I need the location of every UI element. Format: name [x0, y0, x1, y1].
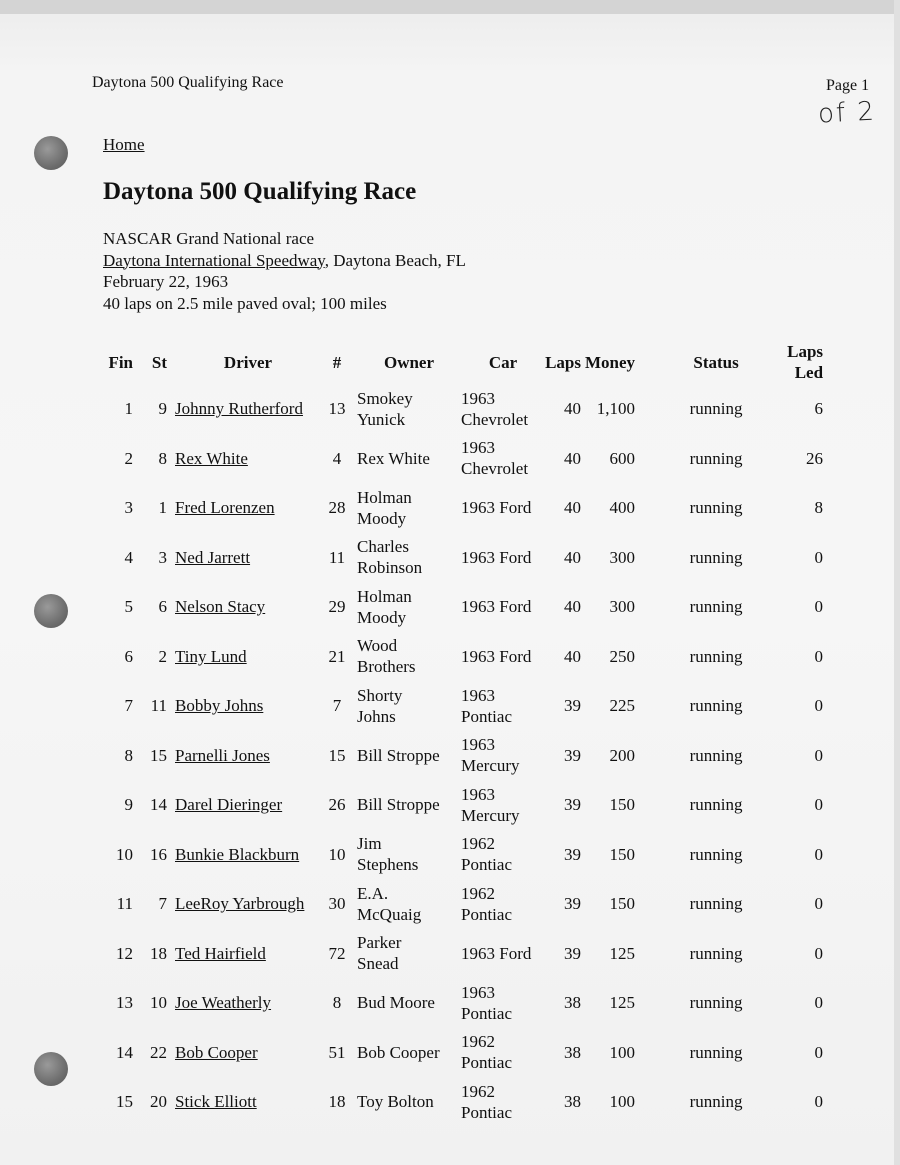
cell-driver: [175, 780, 321, 830]
cell-status: running: [689, 597, 743, 617]
col-st: St: [151, 352, 167, 372]
owner-line1: Charles: [357, 537, 409, 557]
cell-laps: 40: [564, 399, 581, 419]
cell-money: 100: [609, 1092, 636, 1112]
col-fin: Fin: [108, 352, 133, 372]
cell-car: [461, 1077, 545, 1127]
owner-line2: Robinson: [357, 558, 423, 578]
cell-driver: [175, 731, 321, 781]
driver-link[interactable]: Fred Lorenzen: [175, 498, 275, 518]
cell-money: 600: [609, 448, 636, 468]
cell-status: running: [689, 894, 743, 914]
scan-right-edge: [894, 0, 900, 1165]
cell-money: 125: [609, 993, 636, 1013]
table-row: [103, 533, 823, 583]
car-line1: 1963: [461, 982, 495, 1002]
car-line2: Pontiac: [461, 706, 512, 726]
cell-st: 16: [150, 844, 167, 864]
page-number: Page 1: [826, 77, 870, 94]
cell-fin: 5: [124, 597, 133, 617]
cell-fin: 14: [116, 1042, 133, 1062]
cell-st: 3: [158, 547, 167, 567]
cell-money: 150: [609, 844, 636, 864]
owner-line1: Jim: [357, 834, 382, 854]
cell-owner: [353, 780, 461, 830]
cell-number: 72: [328, 943, 346, 963]
car-line1: 1963 Ford: [461, 498, 532, 518]
cell-laps: 39: [564, 943, 581, 963]
cell-owner: [353, 434, 461, 484]
driver-link[interactable]: Bob Cooper: [175, 1042, 258, 1062]
col-laps-led-line1: Laps: [787, 342, 824, 361]
cell-fin: 3: [124, 498, 133, 518]
car-line1: 1962: [461, 1081, 495, 1101]
cell-owner: [353, 483, 461, 533]
driver-link[interactable]: Parnelli Jones: [175, 745, 270, 765]
cell-laps-led: 0: [814, 646, 824, 666]
car-line2: Pontiac: [461, 1003, 512, 1023]
cell-status: running: [689, 498, 743, 518]
cell-laps: 40: [564, 448, 581, 468]
col-laps: Laps: [545, 352, 581, 372]
cell-car: [461, 780, 545, 830]
cell-number: 28: [328, 498, 346, 518]
table-row: [103, 681, 823, 731]
cell-laps-led: 0: [814, 1092, 824, 1112]
cell-driver: [175, 434, 321, 484]
cell-car: [461, 582, 545, 632]
car-line2: Pontiac: [461, 1102, 512, 1122]
cell-car: [461, 384, 545, 434]
cell-laps-led: 6: [814, 399, 824, 419]
owner-line2: Moody: [357, 607, 407, 627]
cell-st: 10: [150, 993, 167, 1013]
race-track-line: [103, 250, 466, 272]
owner-line1: Holman: [357, 586, 412, 606]
cell-laps-led: 0: [814, 696, 824, 716]
driver-link[interactable]: Joe Weatherly: [175, 993, 272, 1013]
driver-link[interactable]: Rex White: [175, 448, 248, 468]
cell-money: 1,100: [596, 399, 636, 419]
table-row: [103, 1077, 823, 1127]
cell-st: 22: [150, 1042, 167, 1062]
cell-laps-led: 0: [814, 894, 824, 914]
cell-st: 7: [158, 894, 167, 914]
col-status: Status: [693, 352, 739, 372]
owner-line1: Holman: [357, 487, 412, 507]
cell-st: 18: [150, 943, 167, 963]
table-row: [103, 879, 823, 929]
cell-status: running: [689, 646, 743, 666]
cell-st: 1: [158, 498, 167, 518]
car-line1: 1963: [461, 735, 495, 755]
owner-line2: McQuaig: [357, 904, 422, 924]
owner-line2: Stephens: [357, 855, 419, 875]
binder-hole-icon: [34, 594, 68, 628]
binder-hole-icon: [34, 1052, 68, 1086]
cell-car: [461, 929, 545, 979]
cell-owner: [353, 879, 461, 929]
table-row: [103, 1028, 823, 1078]
cell-car: [461, 978, 545, 1028]
cell-driver: [175, 929, 321, 979]
cell-laps: 39: [564, 844, 581, 864]
car-line1: 1963: [461, 438, 495, 458]
cell-driver: [175, 830, 321, 880]
cell-money: 150: [609, 894, 636, 914]
cell-laps-led: 0: [814, 844, 824, 864]
owner-line1: Toy Bolton: [357, 1092, 434, 1112]
cell-car: [461, 879, 545, 929]
cell-owner: [353, 681, 461, 731]
cell-car: [461, 731, 545, 781]
track-link[interactable]: Daytona International Speedway: [103, 250, 325, 270]
cell-laps: 38: [564, 1092, 581, 1112]
cell-driver: [175, 681, 321, 731]
cell-owner: [353, 830, 461, 880]
car-line2: Chevrolet: [461, 409, 529, 429]
cell-laps: 38: [564, 1042, 581, 1062]
cell-laps-led: 0: [814, 597, 824, 617]
cell-number: 15: [328, 745, 346, 765]
race-date: February 22, 1963: [103, 272, 229, 291]
cell-money: 225: [609, 696, 636, 716]
driver-link[interactable]: Johnny Rutherford: [175, 399, 303, 419]
col-owner: Owner: [383, 352, 435, 372]
cell-laps: 39: [564, 745, 581, 765]
cell-driver: [175, 533, 321, 583]
col-laps-led-line2: Led: [794, 363, 824, 382]
track-location: , Daytona Beach, FL: [324, 250, 466, 270]
car-line2: Pontiac: [461, 904, 512, 924]
cell-fin: 6: [124, 646, 133, 666]
cell-laps-led: 0: [814, 1042, 824, 1062]
car-line2: Pontiac: [461, 1053, 512, 1073]
cell-money: 200: [609, 745, 636, 765]
cell-driver: [175, 384, 321, 434]
cell-laps-led: 0: [814, 943, 824, 963]
col-laps-led: [771, 340, 823, 384]
cell-owner: [353, 533, 461, 583]
table-row: [103, 929, 823, 979]
cell-owner: [353, 1077, 461, 1127]
cell-car: [461, 681, 545, 731]
owner-line2: Brothers: [357, 657, 416, 677]
cell-owner: [353, 384, 461, 434]
cell-laps-led: 0: [814, 745, 824, 765]
owner-line2: Snead: [357, 954, 399, 974]
cell-fin: 7: [124, 696, 133, 716]
cell-status: running: [689, 399, 743, 419]
cell-number: 18: [328, 1092, 346, 1112]
driver-link[interactable]: Bobby Johns: [175, 696, 264, 716]
cell-fin: 2: [124, 448, 133, 468]
results-table: [103, 340, 823, 1127]
cell-car: [461, 483, 545, 533]
cell-money: 250: [609, 646, 636, 666]
cell-number: 4: [332, 448, 342, 468]
cell-money: 300: [609, 547, 636, 567]
cell-laps-led: 8: [814, 498, 824, 518]
owner-line1: Bill Stroppe: [357, 745, 440, 765]
car-line1: 1962: [461, 883, 495, 903]
cell-st: 14: [150, 795, 167, 815]
cell-driver: [175, 582, 321, 632]
cell-money: 400: [609, 498, 636, 518]
cell-fin: 13: [116, 993, 133, 1013]
race-distance: 40 laps on 2.5 mile paved oval; 100 miles: [103, 293, 387, 313]
cell-laps: 40: [564, 547, 581, 567]
car-line1: 1962: [461, 834, 495, 854]
cell-st: 20: [150, 1092, 167, 1112]
cell-status: running: [689, 993, 743, 1013]
cell-st: 9: [158, 399, 167, 419]
cell-status: running: [689, 547, 743, 567]
owner-line1: Shorty: [357, 685, 403, 705]
cell-money: 125: [609, 943, 636, 963]
cell-laps: 40: [564, 498, 581, 518]
race-series: NASCAR Grand National race: [103, 229, 315, 248]
cell-owner: [353, 929, 461, 979]
table-row: [103, 731, 823, 781]
cell-status: running: [689, 1092, 743, 1112]
cell-fin: 15: [116, 1092, 133, 1112]
cell-driver: [175, 483, 321, 533]
cell-driver: [175, 1028, 321, 1078]
scan-top-edge: [0, 0, 900, 14]
cell-number: 13: [328, 399, 346, 419]
cell-laps-led: 0: [814, 795, 824, 815]
cell-number: 26: [328, 795, 346, 815]
cell-number: 30: [328, 894, 346, 914]
results-header-row: [103, 340, 823, 384]
cell-number: 10: [328, 844, 346, 864]
cell-status: running: [689, 448, 743, 468]
cell-car: [461, 632, 545, 682]
car-line1: 1963: [461, 784, 495, 804]
owner-line2: Johns: [357, 706, 396, 726]
cell-owner: [353, 1028, 461, 1078]
table-row: [103, 582, 823, 632]
binder-hole-icon: [34, 136, 68, 170]
cell-laps: 40: [564, 597, 581, 617]
owner-line1: Wood: [357, 636, 398, 656]
cell-car: [461, 830, 545, 880]
cell-laps: 40: [564, 646, 581, 666]
owner-line1: Bill Stroppe: [357, 795, 440, 815]
cell-number: 29: [328, 597, 346, 617]
owner-line1: Parker: [357, 933, 402, 953]
cell-laps: 38: [564, 993, 581, 1013]
car-line1: 1963 Ford: [461, 547, 532, 567]
driver-link[interactable]: Tiny Lund: [175, 646, 247, 666]
cell-laps: 39: [564, 795, 581, 815]
cell-driver: [175, 1077, 321, 1127]
driver-link[interactable]: Ted Hairfield: [175, 943, 266, 963]
table-row: [103, 483, 823, 533]
cell-money: 100: [609, 1042, 636, 1062]
table-row: [103, 830, 823, 880]
page-title: Daytona 500 Qualifying Race: [103, 178, 417, 205]
cell-laps-led: 26: [806, 448, 824, 468]
cell-number: 7: [332, 696, 342, 716]
cell-status: running: [689, 745, 743, 765]
car-line1: 1963: [461, 388, 495, 408]
race-info: [103, 228, 466, 314]
owner-line1: Rex White: [357, 448, 430, 468]
cell-fin: 10: [116, 844, 133, 864]
cell-fin: 9: [124, 795, 133, 815]
cell-driver: [175, 632, 321, 682]
cell-laps-led: 0: [814, 993, 824, 1013]
owner-line1: E.A.: [357, 883, 389, 903]
driver-link[interactable]: LeeRoy Yarbrough: [175, 894, 305, 914]
car-line1: 1963 Ford: [461, 597, 532, 617]
owner-line1: Smokey: [357, 388, 413, 408]
cell-car: [461, 434, 545, 484]
car-line1: 1963: [461, 685, 495, 705]
cell-status: running: [689, 943, 743, 963]
cell-fin: 11: [116, 894, 133, 914]
col-car: Car: [488, 352, 518, 372]
home-link[interactable]: Home: [103, 135, 145, 154]
cell-money: 300: [609, 597, 636, 617]
cell-st: 8: [158, 448, 167, 468]
driver-link[interactable]: Darel Dieringer: [175, 795, 283, 815]
cell-laps: 39: [564, 696, 581, 716]
cell-number: 21: [328, 646, 346, 666]
cell-status: running: [689, 696, 743, 716]
cell-owner: [353, 582, 461, 632]
cell-st: 11: [150, 696, 167, 716]
cell-fin: 1: [124, 399, 133, 419]
cell-fin: 12: [116, 943, 133, 963]
table-row: [103, 978, 823, 1028]
driver-link[interactable]: Nelson Stacy: [175, 597, 266, 617]
cell-owner: [353, 978, 461, 1028]
cell-st: 2: [158, 646, 167, 666]
cell-status: running: [689, 1042, 743, 1062]
cell-number: 8: [332, 993, 342, 1013]
cell-owner: [353, 632, 461, 682]
cell-status: running: [689, 844, 743, 864]
cell-driver: [175, 879, 321, 929]
cell-owner: [353, 731, 461, 781]
table-row: [103, 384, 823, 434]
cell-laps-led: 0: [814, 547, 824, 567]
cell-number: 11: [328, 547, 346, 567]
cell-st: 6: [158, 597, 167, 617]
table-row: [103, 632, 823, 682]
cell-laps: 39: [564, 894, 581, 914]
col-number: #: [332, 352, 342, 372]
col-driver: Driver: [223, 352, 273, 372]
car-line2: Chevrolet: [461, 459, 529, 479]
cell-car: [461, 1028, 545, 1078]
driver-link[interactable]: Stick Elliott: [175, 1092, 257, 1112]
car-line1: 1963 Ford: [461, 646, 532, 666]
car-line2: Mercury: [461, 805, 520, 825]
col-money: Money: [585, 352, 636, 372]
car-line1: 1962: [461, 1032, 495, 1052]
cell-fin: 4: [124, 547, 133, 567]
results-body: [103, 384, 823, 1127]
car-line1: 1963 Ford: [461, 943, 532, 963]
owner-line2: Moody: [357, 508, 407, 528]
table-row: [103, 780, 823, 830]
cell-status: running: [689, 795, 743, 815]
car-line2: Mercury: [461, 756, 520, 776]
cell-driver: [175, 978, 321, 1028]
owner-line1: Bob Cooper: [357, 1042, 440, 1062]
cell-fin: 8: [124, 745, 133, 765]
cell-car: [461, 533, 545, 583]
driver-link[interactable]: Ned Jarrett: [175, 547, 251, 567]
cell-money: 150: [609, 795, 636, 815]
owner-line2: Yunick: [357, 409, 406, 429]
cell-number: 51: [328, 1042, 346, 1062]
car-line2: Pontiac: [461, 855, 512, 875]
table-row: [103, 434, 823, 484]
print-header-title: Daytona 500 Qualifying Race: [92, 74, 284, 91]
cell-st: 15: [150, 745, 167, 765]
handwritten-note: of 2: [817, 96, 877, 130]
driver-link[interactable]: Bunkie Blackburn: [175, 844, 300, 864]
owner-line1: Bud Moore: [357, 993, 435, 1013]
